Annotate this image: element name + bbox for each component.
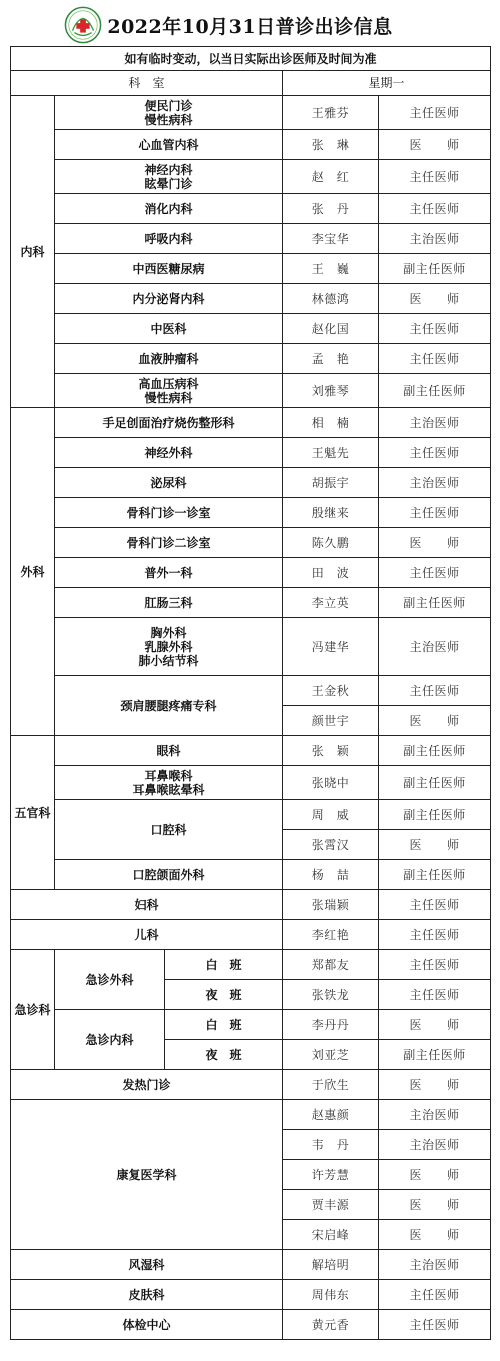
table-row <box>11 766 491 800</box>
group-neike: 内科 <box>11 96 55 408</box>
dept-cell: 体检中心 <box>11 1310 283 1340</box>
table-row <box>11 160 491 194</box>
doctor-cell: 王魁先 <box>283 438 379 468</box>
table-row <box>11 314 491 344</box>
dept-cell: 普外一科 <box>55 558 283 588</box>
shift-cell: 夜 班 <box>165 1040 283 1070</box>
dept-cell: 口腔颌面外科 <box>55 860 283 890</box>
notice-row <box>11 47 491 71</box>
notice-text: 如有临时变动，以当日实际出诊医师及时间为准 <box>11 47 491 71</box>
table-row <box>11 1010 491 1040</box>
dept-cell: 急诊内科 <box>55 1010 165 1070</box>
doctor-cell: 孟 艳 <box>283 344 379 374</box>
doctor-cell: 王雅芬 <box>283 96 379 130</box>
dept-line: 慢性病科 <box>144 112 193 127</box>
doctor-cell: 张 丹 <box>283 194 379 224</box>
title-cell: 主任医师 <box>379 314 491 344</box>
dept-cell: 急诊外科 <box>55 950 165 1010</box>
title-cell: 主治医师 <box>379 618 491 676</box>
doctor-cell: 张 颖 <box>283 736 379 766</box>
title-cell: 医 师 <box>379 830 491 860</box>
title-cell: 副主任医师 <box>379 1040 491 1070</box>
doctor-cell: 陈久鹏 <box>283 528 379 558</box>
title-cell: 主任医师 <box>379 950 491 980</box>
table-row <box>11 96 491 130</box>
dept-cell: 眼科 <box>55 736 283 766</box>
table-row <box>11 408 491 438</box>
shift-cell: 白 班 <box>165 950 283 980</box>
doctor-cell: 张霄汉 <box>283 830 379 860</box>
doctor-cell: 于欣生 <box>283 1070 379 1100</box>
title-cell: 主任医师 <box>379 980 491 1010</box>
title-cell: 医 师 <box>379 1070 491 1100</box>
doctor-cell: 张瑞颖 <box>283 890 379 920</box>
dept-cell: 内分泌肾内科 <box>55 284 283 314</box>
dept-cell <box>55 618 283 676</box>
doctor-cell: 李红艳 <box>283 920 379 950</box>
shift-cell: 夜 班 <box>165 980 283 1010</box>
table-row <box>11 860 491 890</box>
group-waike: 外科 <box>11 408 55 736</box>
schedule-table <box>10 46 491 1340</box>
table-row <box>11 284 491 314</box>
doctor-cell: 宋启峰 <box>283 1220 379 1250</box>
title-cell: 主任医师 <box>379 890 491 920</box>
doctor-cell: 刘雅琴 <box>283 374 379 408</box>
table-row <box>11 438 491 468</box>
dept-cell: 手足创面治疗烧伤整形科 <box>55 408 283 438</box>
dept-line: 眩晕门诊 <box>144 176 193 191</box>
dept-cell: 消化内科 <box>55 194 283 224</box>
doctor-cell: 张 琳 <box>283 130 379 160</box>
title-cell: 副主任医师 <box>379 800 491 830</box>
title-cell: 主任医师 <box>379 438 491 468</box>
group-jizhen: 急诊科 <box>11 950 55 1070</box>
dept-cell: 风湿科 <box>11 1250 283 1280</box>
table-row <box>11 950 491 980</box>
doctor-cell: 李宝华 <box>283 224 379 254</box>
dept-line: 慢性病科 <box>144 390 193 405</box>
title-cell: 医 师 <box>379 284 491 314</box>
title-cell: 医 师 <box>379 1160 491 1190</box>
doctor-cell: 王 巍 <box>283 254 379 284</box>
title-cell: 主任医师 <box>379 1280 491 1310</box>
dept-line: 高血压病科 <box>138 376 199 391</box>
doctor-cell: 解培明 <box>283 1250 379 1280</box>
title-cell: 医 师 <box>379 1010 491 1040</box>
doctor-cell: 相 楠 <box>283 408 379 438</box>
title-cell: 主治医师 <box>379 1100 491 1130</box>
doctor-cell: 张铁龙 <box>283 980 379 1010</box>
title-cell: 主任医师 <box>379 194 491 224</box>
title-cell: 主任医师 <box>379 344 491 374</box>
doctor-cell: 张晓中 <box>283 766 379 800</box>
doctor-cell: 王金秋 <box>283 676 379 706</box>
dept-line: 乳腺外科 <box>144 639 193 654</box>
dept-line: 神经内科 <box>144 162 193 177</box>
shift-cell: 白 班 <box>165 1010 283 1040</box>
dept-cell: 中医科 <box>55 314 283 344</box>
doctor-cell: 颜世宇 <box>283 706 379 736</box>
doctor-cell: 赵惠颜 <box>283 1100 379 1130</box>
dept-cell: 口腔科 <box>55 800 283 860</box>
doctor-cell: 李立英 <box>283 588 379 618</box>
title-cell: 主任医师 <box>379 96 491 130</box>
title-cell: 副主任医师 <box>379 374 491 408</box>
title-cell: 主任医师 <box>379 558 491 588</box>
table-row <box>11 224 491 254</box>
doctor-cell: 周伟东 <box>283 1280 379 1310</box>
dept-cell: 皮肤科 <box>11 1280 283 1310</box>
table-row <box>11 194 491 224</box>
title-cell: 医 师 <box>379 1190 491 1220</box>
title-cell: 主任医师 <box>379 676 491 706</box>
title-cell: 副主任医师 <box>379 254 491 284</box>
doctor-cell: 胡振宇 <box>283 468 379 498</box>
dept-cell: 妇科 <box>11 890 283 920</box>
dept-cell: 血液肿瘤科 <box>55 344 283 374</box>
dept-cell: 骨科门诊一诊室 <box>55 498 283 528</box>
doctor-cell: 韦 丹 <box>283 1130 379 1160</box>
table-row <box>11 468 491 498</box>
title-cell: 主治医师 <box>379 408 491 438</box>
doctor-cell: 黄元香 <box>283 1310 379 1340</box>
title-cell: 副主任医师 <box>379 766 491 800</box>
dept-cell: 心血管内科 <box>55 130 283 160</box>
dept-cell: 儿科 <box>11 920 283 950</box>
dept-cell: 肛肠三科 <box>55 588 283 618</box>
doctor-cell: 赵化国 <box>283 314 379 344</box>
table-row <box>11 374 491 408</box>
title-cell: 主任医师 <box>379 1310 491 1340</box>
dept-cell: 骨科门诊二诊室 <box>55 528 283 558</box>
doctor-cell: 李丹丹 <box>283 1010 379 1040</box>
column-header-day: 星期一 <box>283 71 491 96</box>
doctor-cell: 殷继来 <box>283 498 379 528</box>
dept-cell <box>55 374 283 408</box>
table-row <box>11 676 491 706</box>
doctor-cell: 杨 喆 <box>283 860 379 890</box>
group-wuguan: 五官科 <box>11 736 55 890</box>
table-row <box>11 130 491 160</box>
dept-cell: 康复医学科 <box>11 1100 283 1250</box>
page-header <box>0 0 500 46</box>
table-row <box>11 736 491 766</box>
title-cell: 副主任医师 <box>379 736 491 766</box>
dept-line: 耳鼻喉眩晕科 <box>132 782 205 797</box>
doctor-cell: 赵 红 <box>283 160 379 194</box>
title-cell: 主任医师 <box>379 160 491 194</box>
title-cell: 主治医师 <box>379 1130 491 1160</box>
dept-cell <box>55 766 283 800</box>
table-row <box>11 558 491 588</box>
title-cell: 医 师 <box>379 706 491 736</box>
doctor-cell: 刘亚芝 <box>283 1040 379 1070</box>
table-row <box>11 1310 491 1340</box>
table-row <box>11 344 491 374</box>
table-row <box>11 1100 491 1130</box>
title-cell: 副主任医师 <box>379 588 491 618</box>
dept-line: 胸外科 <box>150 625 187 640</box>
title-cell: 主任医师 <box>379 498 491 528</box>
doctor-cell: 冯建华 <box>283 618 379 676</box>
table-row <box>11 1250 491 1280</box>
dept-cell: 发热门诊 <box>11 1070 283 1100</box>
dept-cell: 神经外科 <box>55 438 283 468</box>
doctor-cell: 周 威 <box>283 800 379 830</box>
title-cell: 医 师 <box>379 130 491 160</box>
title-cell: 医 师 <box>379 1220 491 1250</box>
title-cell: 医 师 <box>379 528 491 558</box>
title-cell: 主治医师 <box>379 1250 491 1280</box>
doctor-cell: 林德鸿 <box>283 284 379 314</box>
table-row <box>11 254 491 284</box>
doctor-cell: 田 波 <box>283 558 379 588</box>
dept-cell: 颈肩腰腿疼痛专科 <box>55 676 283 736</box>
title-cell: 副主任医师 <box>379 860 491 890</box>
doctor-cell: 贾丰源 <box>283 1190 379 1220</box>
dept-line: 耳鼻喉科 <box>144 768 193 783</box>
dept-cell: 呼吸内科 <box>55 224 283 254</box>
dept-cell <box>55 96 283 130</box>
dept-cell: 泌尿科 <box>55 468 283 498</box>
table-row <box>11 588 491 618</box>
table-row <box>11 1280 491 1310</box>
column-header-dept: 科 室 <box>11 71 283 96</box>
title-cell: 主治医师 <box>379 224 491 254</box>
dept-cell: 中西医糖尿病 <box>55 254 283 284</box>
table-row <box>11 1070 491 1100</box>
table-row <box>11 528 491 558</box>
doctor-cell: 许芳慧 <box>283 1160 379 1190</box>
table-row <box>11 920 491 950</box>
dept-cell <box>55 160 283 194</box>
dept-line: 便民门诊 <box>144 98 193 113</box>
dept-line: 肺小结节科 <box>138 653 199 668</box>
table-row <box>11 498 491 528</box>
doctor-cell: 郑都友 <box>283 950 379 980</box>
table-row <box>11 890 491 920</box>
title-cell: 主治医师 <box>379 468 491 498</box>
table-row <box>11 800 491 830</box>
table-row <box>11 618 491 676</box>
page-title: 2022年10月31日普诊出诊信息 <box>107 16 393 38</box>
column-header-row <box>11 71 491 96</box>
title-cell: 主任医师 <box>379 920 491 950</box>
